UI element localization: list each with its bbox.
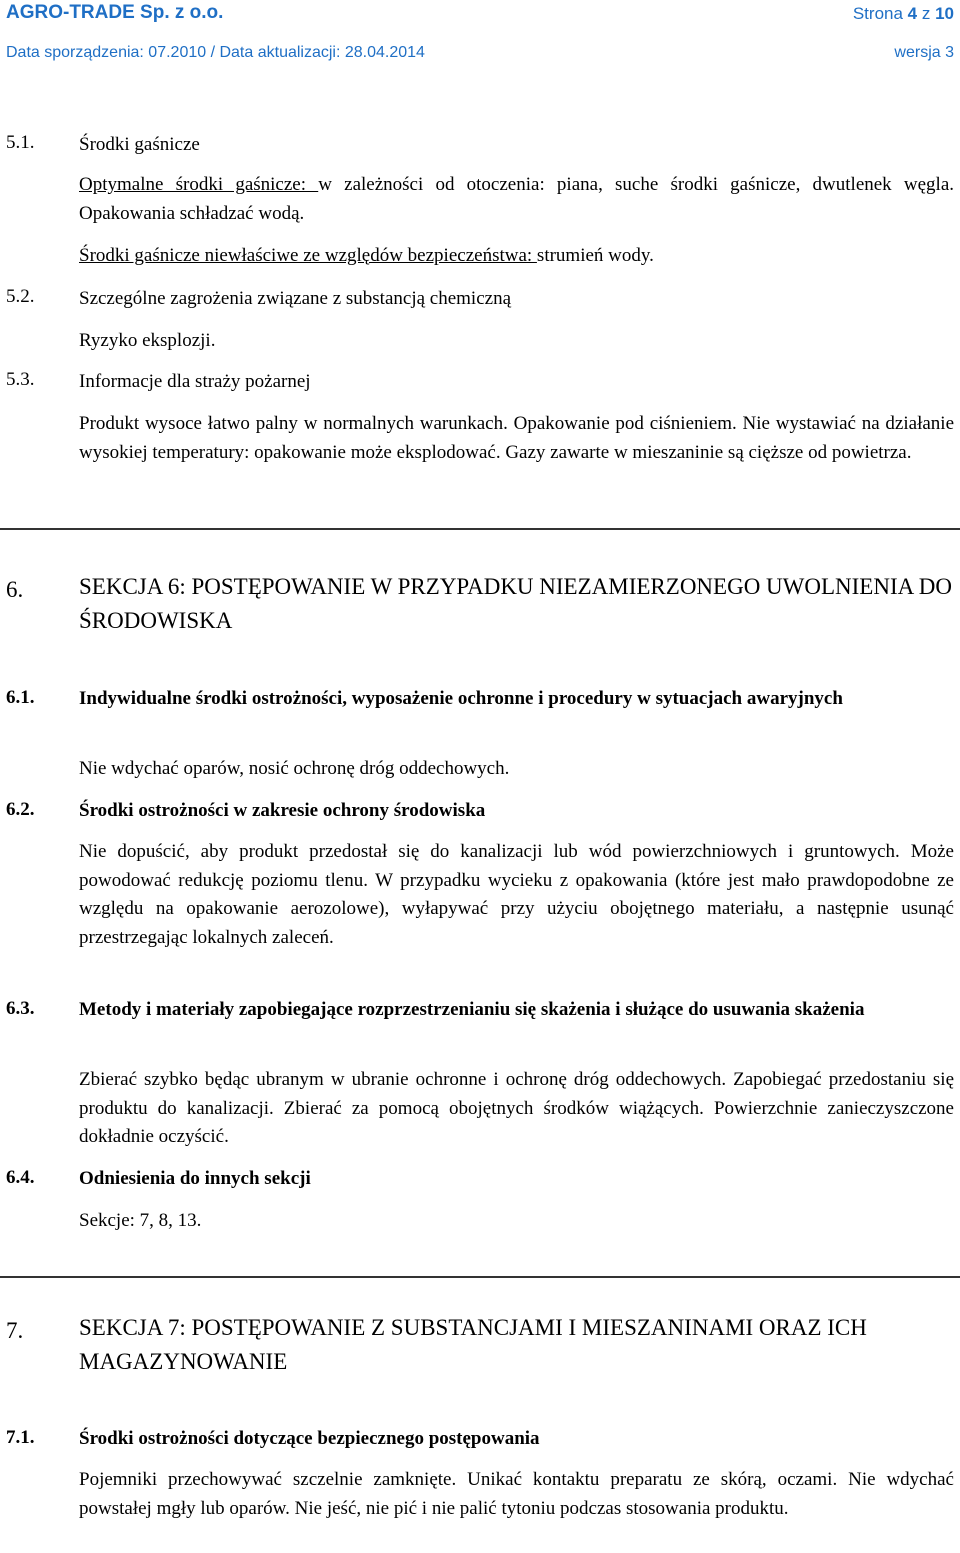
section-number-6-2: 6.2. xyxy=(6,799,35,820)
section-text-6-1: Nie wdychać oparów, nosić ochronę dróg oddechowych. xyxy=(79,758,510,779)
section-number-7-1: 7.1. xyxy=(6,1427,35,1448)
company-name: AGRO-TRADE Sp. z o.o. xyxy=(6,2,224,23)
page-number xyxy=(853,4,954,24)
document-dates: Data sporządzenia: 07.2010 / Data aktualizacji: 28.04.2014 xyxy=(6,44,425,61)
page-header xyxy=(6,2,954,32)
section-title-6-1: Indywidualne środki ostrożności, wyposażenie ochronne i procedury w sytuacjach awaryjnych xyxy=(79,688,843,709)
section-title-5-1: Środki gaśnicze xyxy=(79,134,200,155)
optimal-extinguishers-text: w zależności od otoczenia: piana, suche środki gaśnicze, dwutlenek węgla. Opakowania schładzać wodą. xyxy=(79,174,955,224)
section-text-5-1-a xyxy=(79,171,954,228)
section-number-6-1: 6.1. xyxy=(6,687,35,708)
page-sep: z xyxy=(917,4,936,23)
section-number-5-3: 5.3. xyxy=(6,369,35,390)
section-title-6: SEKCJA 6: POSTĘPOWANIE W PRZYPADKU NIEZAMIERZONEGO UWOLNIENIA DO ŚRODOWISKA xyxy=(79,574,952,633)
page-prefix: Strona xyxy=(852,4,908,23)
label-optimal-extinguishers: Optymalne środki gaśnicze: xyxy=(79,174,319,195)
section-text-5-2: Ryzyko eksplozji. xyxy=(79,330,216,351)
section-title-7: SEKCJA 7: POSTĘPOWANIE Z SUBSTANCJAMI I MIESZANINAMI ORAZ ICH MAGAZYNOWANIE xyxy=(79,1315,867,1374)
section-title-6-3: Metody i materiały zapobiegające rozprzestrzenianiu się skażenia i służące do usuwania skażenia xyxy=(79,999,865,1020)
section-number-7: 7. xyxy=(6,1318,24,1343)
section-text-5-1-b xyxy=(79,242,954,271)
section-number-6: 6. xyxy=(6,577,24,602)
section-number-6-3: 6.3. xyxy=(6,998,35,1019)
section-text-6-4: Sekcje: 7, 8, 13. xyxy=(79,1210,202,1231)
page-total: 10 xyxy=(935,4,954,23)
section-number-5-1: 5.1. xyxy=(6,132,35,153)
section-text-6-3: Zbierać szybko będąc ubranym w ubranie ochronne i ochronę dróg oddechowych. Zapobiegać przedostaniu się produktu do kanalizacji. Zbierać za pomocą obojętnych środków wiążących. Powierzchnie zanieczyszczone dokładnie oczyścić. xyxy=(79,1069,954,1147)
page-subheader xyxy=(6,44,954,70)
section-title-7-1: Środki ostrożności dotyczące bezpiecznego postępowania xyxy=(79,1428,540,1449)
section-number-6-4: 6.4. xyxy=(6,1167,35,1188)
unsuitable-extinguishers-text: strumień wody. xyxy=(536,245,654,266)
section-divider xyxy=(0,528,960,530)
section-text-5-3: Produkt wysoce łatwo palny w normalnych warunkach. Opakowanie pod ciśnieniem. Nie wystawiać na działanie wysokiej temperatury: opakowanie może eksplodować. Gazy zawarte w mieszaninie są cięższe od powietrza. xyxy=(79,413,954,463)
page-current: 4 xyxy=(907,4,918,23)
section-text-7-1: Pojemniki przechowywać szczelnie zamknięte. Unikać kontaktu preparatu ze skórą, oczami. Nie wdychać powstałej mgły lub oparów. Nie jeść, nie pić i nie palić tytoniu podczas stosowania produktu. xyxy=(79,1469,954,1519)
section-title-5-2: Szczególne zagrożenia związane z substancją chemiczną xyxy=(79,288,511,309)
section-title-6-2: Środki ostrożności w zakresie ochrony środowiska xyxy=(79,800,486,821)
section-text-6-2: Nie dopuścić, aby produkt przedostał się do kanalizacji lub wód powierzchniowych i gruntowych. Może powodować redukcję poziomu tlenu. W przypadku wycieku z opakowania (które jest mało prawdopodobne ze względu na opakowanie aerozolowe), wyłapywać przy użyciu obojętnego materiału, a następnie usunąć przestrzegając lokalnych zaleceń. xyxy=(79,841,954,948)
section-number-5-2: 5.2. xyxy=(6,286,35,307)
label-unsuitable-extinguishers: Środki gaśnicze niewłaściwe ze względów bezpieczeństwa: xyxy=(79,245,537,266)
section-divider xyxy=(0,1276,960,1278)
section-title-5-3: Informacje dla straży pożarnej xyxy=(79,371,311,392)
document-version: wersja 3 xyxy=(894,44,954,61)
section-title-6-4: Odniesienia do innych sekcji xyxy=(79,1168,311,1189)
